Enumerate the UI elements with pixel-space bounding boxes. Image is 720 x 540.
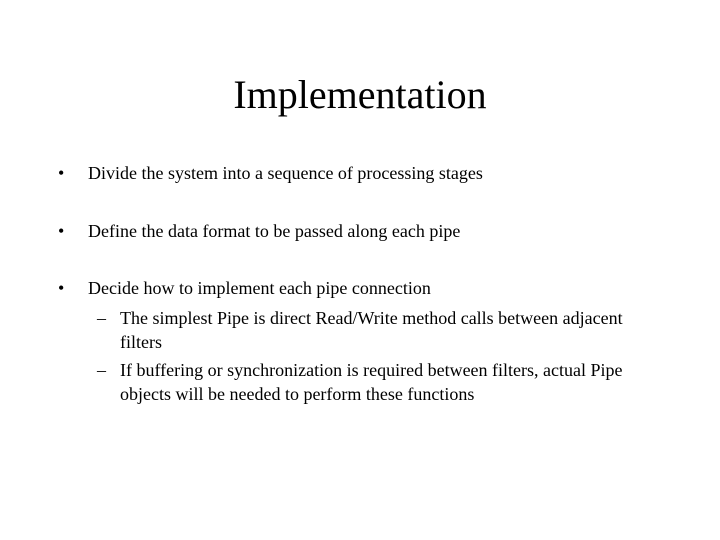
- bullet-marker: •: [58, 221, 65, 241]
- bullet-text: Decide how to implement each pipe connection: [88, 278, 431, 298]
- sub-bullet-text: If buffering or synchronization is required between filters, actual Pipe objects will be needed to perform these functions: [120, 360, 623, 404]
- bullet-marker: •: [58, 278, 65, 298]
- bullet-text: Divide the system into a sequence of processing stages: [88, 163, 483, 183]
- bullet-text: Define the data format to be passed along each pipe: [88, 221, 461, 241]
- sub-bullet-text: The simplest Pipe is direct Read/Write method calls between adjacent filters: [120, 308, 623, 352]
- sub-bullet-marker: –: [97, 308, 106, 328]
- bullet-marker: •: [58, 163, 65, 183]
- sub-bullet-marker: –: [97, 360, 106, 380]
- slide-title: Implementation: [233, 72, 487, 117]
